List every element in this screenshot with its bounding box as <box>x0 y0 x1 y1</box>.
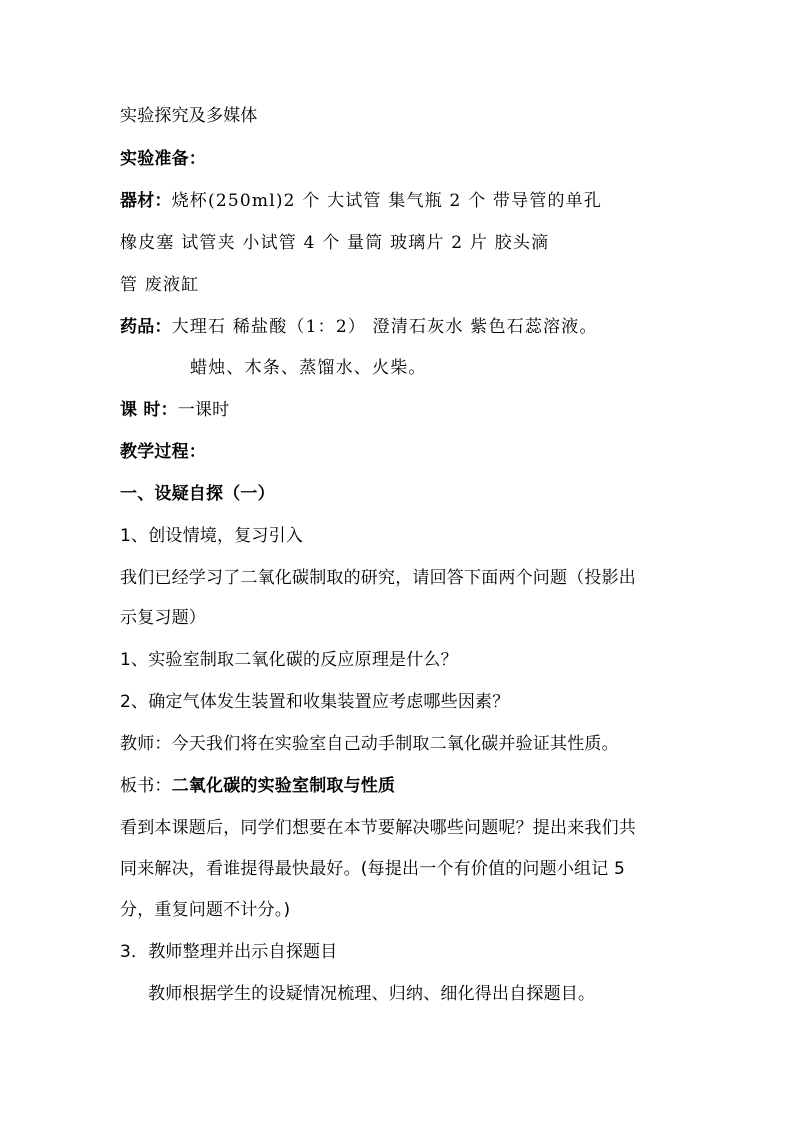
lesson-hours-label: 课 时： <box>120 400 178 420</box>
question-2: 2、确定气体发生装置和收集装置应考虑哪些因素？ <box>120 692 510 712</box>
paragraph-questions-1: 看到本课题后，同学们想要在本节要解决哪些问题呢？提出来我们共 <box>120 818 636 838</box>
equipment-line-2: 橡皮塞 试管夹 小试管 4 个 量筒 玻璃片 2 片 胶头滴 <box>120 233 550 253</box>
blackboard-line <box>120 774 395 798</box>
lesson-hours-text: 一课时 <box>177 400 230 420</box>
paragraph-review-2: 示复习题） <box>120 608 206 628</box>
section-experiment-prep: 实验准备： <box>120 149 206 169</box>
question-1: 1、实验室制取二氧化碳的反应原理是什么？ <box>120 650 458 670</box>
paragraph-review-1: 我们已经学习了二氧化碳制取的研究，请回答下面两个问题（投影出 <box>120 568 636 588</box>
equipment-line-1 <box>120 189 602 213</box>
teacher-statement: 教师：今天我们将在实验室自己动手制取二氧化碳并验证其性质。 <box>120 734 619 754</box>
reagents-label: 药品： <box>120 317 172 337</box>
reagents-line-2: 蜡烛、木条、蒸馏水、火柴。 <box>190 358 427 378</box>
equipment-line-3: 管 废液缸 <box>120 275 200 295</box>
reagents-line-1 <box>120 315 598 339</box>
doc-heading: 实验探究及多媒体 <box>120 106 258 126</box>
item-teacher-organize: 3．教师整理并出示自探题目 <box>120 942 338 962</box>
equipment-text-1: 烧杯(250ml)2 个 大试管 集气瓶 2 个 带导管的单孔 <box>171 191 603 211</box>
equipment-label: 器材： <box>120 191 172 211</box>
blackboard-title: 二氧化碳的实验室制取与性质 <box>171 776 396 796</box>
section-teaching-process: 教学过程： <box>120 442 206 462</box>
lesson-hours-line <box>120 398 229 422</box>
reagents-text-1: 大理石 稀盐酸（1：2） 澄清石灰水 紫色石蕊溶液。 <box>171 317 598 337</box>
paragraph-questions-3: 分，重复问题不计分。) <box>120 900 291 920</box>
item-create-scenario: 1、创设情境，复习引入 <box>120 526 304 546</box>
section-self-inquiry: 一、设疑自探（一） <box>120 484 275 504</box>
paragraph-teacher-organize: 教师根据学生的设疑情况梳理、归纳、细化得出自探题目。 <box>148 984 596 1004</box>
blackboard-label: 板书： <box>120 776 172 796</box>
paragraph-questions-2: 同来解决，看谁提得最快最好。(每提出一个有价值的问题小组记 5 <box>120 859 626 879</box>
